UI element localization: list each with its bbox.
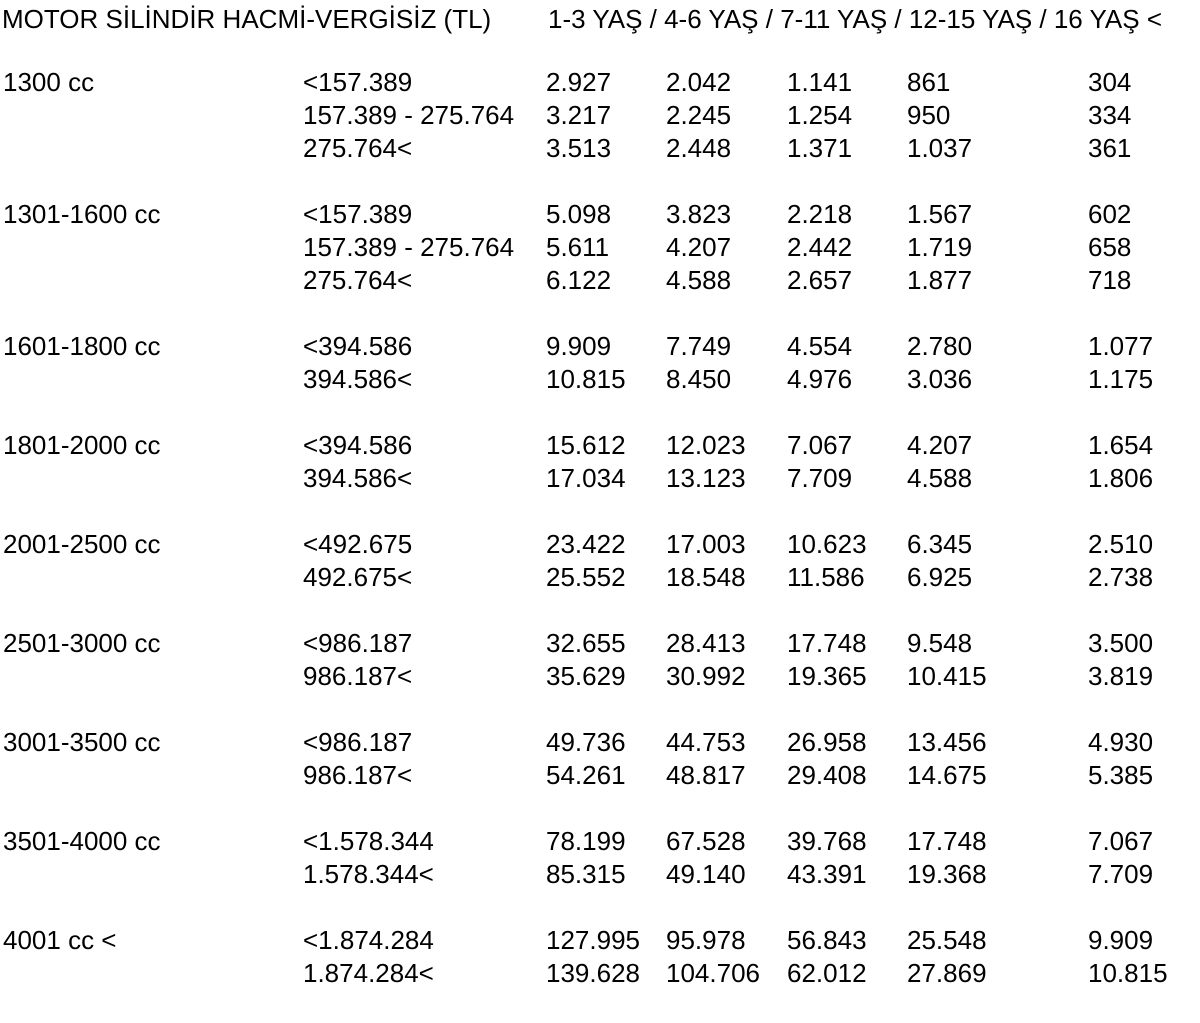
value-age-16-plus: 2.510 [1088, 529, 1154, 559]
value-age-1-3: 10.815 [546, 364, 626, 394]
price-range: <157.389 [303, 67, 413, 97]
value-age-1-3: 85.315 [546, 859, 626, 889]
value-age-4-6: 67.528 [666, 826, 746, 856]
value-age-12-15: 19.368 [907, 859, 987, 889]
value-age-4-6: 2.245 [666, 100, 732, 130]
value-age-16-plus: 7.709 [1088, 859, 1154, 889]
table-row [0, 198, 1200, 231]
price-range: 275.764< [303, 265, 413, 295]
value-age-4-6: 48.817 [666, 760, 746, 790]
value-age-16-plus: 334 [1088, 100, 1132, 130]
table-row [0, 627, 1200, 660]
price-range: 492.675< [303, 562, 413, 592]
value-age-7-11: 7.709 [787, 463, 853, 493]
table-row [0, 99, 1200, 132]
value-age-1-3: 5.098 [546, 199, 612, 229]
table-row [0, 330, 1200, 363]
value-age-16-plus: 5.385 [1088, 760, 1154, 790]
engine-capacity-label: 1300 cc [3, 67, 95, 97]
value-age-1-3: 25.552 [546, 562, 626, 592]
engine-capacity-label: 3001-3500 cc [3, 727, 161, 757]
table-row [0, 66, 1200, 99]
value-age-1-3: 3.513 [546, 133, 612, 163]
value-age-7-11: 17.748 [787, 628, 867, 658]
value-age-12-15: 950 [907, 100, 951, 130]
value-age-12-15: 25.548 [907, 925, 987, 955]
value-age-12-15: 13.456 [907, 727, 987, 757]
value-age-4-6: 4.588 [666, 265, 732, 295]
value-age-16-plus: 7.067 [1088, 826, 1154, 856]
value-age-1-3: 127.995 [546, 925, 640, 955]
value-age-7-11: 2.657 [787, 265, 853, 295]
table-header [2, 3, 1198, 36]
price-range: <1.874.284 [303, 925, 434, 955]
value-age-12-15: 1.037 [907, 133, 973, 163]
value-age-7-11: 1.371 [787, 133, 853, 163]
table-row [0, 264, 1200, 297]
price-range: <1.578.344 [303, 826, 434, 856]
value-age-4-6: 4.207 [666, 232, 732, 262]
table-row [0, 132, 1200, 165]
value-age-1-3: 2.927 [546, 67, 612, 97]
price-range: 986.187< [303, 661, 413, 691]
value-age-4-6: 17.003 [666, 529, 746, 559]
value-age-7-11: 2.442 [787, 232, 853, 262]
value-age-4-6: 12.023 [666, 430, 746, 460]
value-age-12-15: 4.588 [907, 463, 973, 493]
table-row [0, 561, 1200, 594]
value-age-7-11: 62.012 [787, 958, 867, 988]
table-row [0, 825, 1200, 858]
value-age-4-6: 13.123 [666, 463, 746, 493]
value-age-1-3: 54.261 [546, 760, 626, 790]
engine-capacity-label: 1801-2000 cc [3, 430, 161, 460]
table-row [0, 957, 1200, 990]
value-age-1-3: 23.422 [546, 529, 626, 559]
table-row [0, 231, 1200, 264]
table-row [0, 924, 1200, 957]
price-range: <394.586 [303, 430, 413, 460]
engine-group [0, 198, 1200, 297]
engine-capacity-label: 1301-1600 cc [3, 199, 161, 229]
price-range: 394.586< [303, 364, 413, 394]
table-row [0, 528, 1200, 561]
price-range: <492.675 [303, 529, 413, 559]
table-row [0, 363, 1200, 396]
value-age-4-6: 2.448 [666, 133, 732, 163]
engine-capacity-label: 2001-2500 cc [3, 529, 161, 559]
value-age-12-15: 1.877 [907, 265, 973, 295]
value-age-7-11: 1.254 [787, 100, 853, 130]
engine-group [0, 66, 1200, 165]
price-range: 1.578.344< [303, 859, 434, 889]
value-age-12-15: 9.548 [907, 628, 973, 658]
value-age-4-6: 49.140 [666, 859, 746, 889]
value-age-12-15: 6.925 [907, 562, 973, 592]
value-age-7-11: 29.408 [787, 760, 867, 790]
value-age-16-plus: 602 [1088, 199, 1132, 229]
price-range: <986.187 [303, 628, 413, 658]
value-age-7-11: 56.843 [787, 925, 867, 955]
value-age-7-11: 7.067 [787, 430, 853, 460]
value-age-12-15: 4.207 [907, 430, 973, 460]
value-age-7-11: 4.976 [787, 364, 853, 394]
value-age-1-3: 17.034 [546, 463, 626, 493]
value-age-16-plus: 718 [1088, 265, 1132, 295]
value-age-16-plus: 1.654 [1088, 430, 1154, 460]
value-age-12-15: 17.748 [907, 826, 987, 856]
engine-group [0, 330, 1200, 396]
table-row [0, 660, 1200, 693]
value-age-1-3: 78.199 [546, 826, 626, 856]
price-range: 157.389 - 275.764 [303, 232, 515, 262]
header-age-columns-label: 1-3 YAŞ / 4-6 YAŞ / 7-11 YAŞ / 12-15 YAŞ / 16 YAŞ < [548, 4, 1163, 34]
value-age-7-11: 2.218 [787, 199, 853, 229]
value-age-4-6: 104.706 [666, 958, 760, 988]
price-range: 394.586< [303, 463, 413, 493]
value-age-1-3: 15.612 [546, 430, 626, 460]
value-age-16-plus: 10.815 [1088, 958, 1168, 988]
engine-capacity-label: 4001 cc < [3, 925, 117, 955]
value-age-12-15: 10.415 [907, 661, 987, 691]
value-age-16-plus: 304 [1088, 67, 1132, 97]
value-age-12-15: 14.675 [907, 760, 987, 790]
value-age-12-15: 1.719 [907, 232, 973, 262]
value-age-1-3: 32.655 [546, 628, 626, 658]
value-age-1-3: 3.217 [546, 100, 612, 130]
value-age-16-plus: 361 [1088, 133, 1132, 163]
value-age-16-plus: 4.930 [1088, 727, 1154, 757]
table-row [0, 429, 1200, 462]
price-range: <394.586 [303, 331, 413, 361]
value-age-16-plus: 9.909 [1088, 925, 1154, 955]
value-age-16-plus: 3.500 [1088, 628, 1154, 658]
header-engine-price-label: MOTOR SİLİNDİR HACMİ-VERGİSİZ (TL) [2, 4, 492, 34]
value-age-4-6: 30.992 [666, 661, 746, 691]
value-age-1-3: 35.629 [546, 661, 626, 691]
price-range: <157.389 [303, 199, 413, 229]
value-age-1-3: 49.736 [546, 727, 626, 757]
engine-group [0, 924, 1200, 990]
value-age-4-6: 18.548 [666, 562, 746, 592]
value-age-12-15: 3.036 [907, 364, 973, 394]
value-age-1-3: 139.628 [546, 958, 640, 988]
table-row [0, 726, 1200, 759]
price-range: 1.874.284< [303, 958, 434, 988]
value-age-4-6: 44.753 [666, 727, 746, 757]
value-age-1-3: 5.611 [546, 232, 610, 262]
value-age-12-15: 27.869 [907, 958, 987, 988]
value-age-4-6: 95.978 [666, 925, 746, 955]
table-row [0, 462, 1200, 495]
engine-capacity-label: 2501-3000 cc [3, 628, 161, 658]
value-age-4-6: 3.823 [666, 199, 732, 229]
engine-capacity-label: 1601-1800 cc [3, 331, 161, 361]
table-row [0, 759, 1200, 792]
value-age-4-6: 8.450 [666, 364, 732, 394]
value-age-16-plus: 1.077 [1088, 331, 1154, 361]
value-age-12-15: 2.780 [907, 331, 973, 361]
value-age-16-plus: 1.806 [1088, 463, 1154, 493]
value-age-7-11: 4.554 [787, 331, 853, 361]
value-age-16-plus: 658 [1088, 232, 1132, 262]
value-age-4-6: 7.749 [666, 331, 732, 361]
value-age-1-3: 9.909 [546, 331, 612, 361]
value-age-12-15: 1.567 [907, 199, 973, 229]
value-age-7-11: 10.623 [787, 529, 867, 559]
price-range: 157.389 - 275.764 [303, 100, 515, 130]
value-age-4-6: 28.413 [666, 628, 746, 658]
engine-group [0, 528, 1200, 594]
engine-group [0, 825, 1200, 891]
value-age-16-plus: 1.175 [1088, 364, 1154, 394]
value-age-4-6: 2.042 [666, 67, 732, 97]
value-age-7-11: 1.141 [787, 67, 853, 97]
value-age-16-plus: 3.819 [1088, 661, 1154, 691]
table-row [0, 858, 1200, 891]
tax-table [0, 66, 1200, 1023]
price-range: 986.187< [303, 760, 413, 790]
value-age-16-plus: 2.738 [1088, 562, 1154, 592]
engine-capacity-label: 3501-4000 cc [3, 826, 161, 856]
value-age-7-11: 43.391 [787, 859, 867, 889]
price-range: 275.764< [303, 133, 413, 163]
engine-group [0, 429, 1200, 495]
engine-group [0, 627, 1200, 693]
value-age-1-3: 6.122 [546, 265, 612, 295]
value-age-7-11: 19.365 [787, 661, 867, 691]
value-age-7-11: 39.768 [787, 826, 867, 856]
value-age-7-11: 26.958 [787, 727, 867, 757]
value-age-12-15: 6.345 [907, 529, 973, 559]
engine-group [0, 726, 1200, 792]
value-age-7-11: 11.586 [787, 562, 865, 592]
value-age-12-15: 861 [907, 67, 951, 97]
price-range: <986.187 [303, 727, 413, 757]
